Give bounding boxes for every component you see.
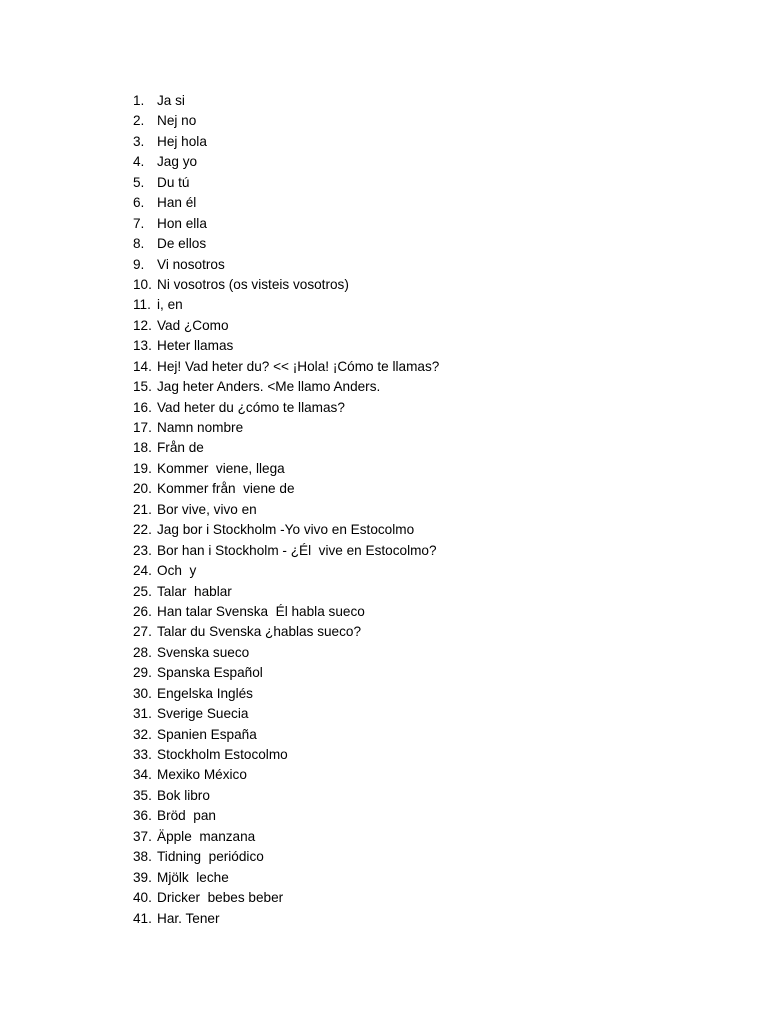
list-item	[133, 152, 439, 172]
list-item	[133, 398, 439, 418]
list-item-text: Stockholm Estocolmo	[157, 747, 288, 762]
list-item-text: Vi nosotros	[157, 256, 225, 272]
list-item-number: 34.	[133, 767, 152, 783]
list-item	[133, 479, 439, 499]
list-item-number: 36.	[133, 808, 152, 824]
list-item-text: Han talar Svenska Él habla sueco	[157, 603, 365, 619]
list-item-number: 8.	[133, 236, 145, 252]
list-item-text: Namn nombre	[157, 420, 244, 435]
list-item-number: 6.	[133, 195, 145, 211]
list-item-number: 40.	[133, 890, 152, 906]
list-item-text: Från de	[157, 440, 204, 456]
list-item-number: 28.	[133, 644, 152, 660]
list-item-text: Ni vosotros (os visteis vosotros)	[157, 276, 349, 292]
list-item	[133, 295, 439, 315]
list-item-text: Kommer viene, llega	[157, 460, 285, 476]
list-item-number: 24.	[133, 563, 152, 579]
list-item	[133, 765, 439, 785]
list-item	[133, 255, 439, 275]
list-item-text: Jag yo	[157, 154, 198, 170]
list-item	[133, 602, 439, 622]
vocabulary-list	[133, 91, 439, 929]
list-item-number: 22.	[133, 522, 152, 538]
list-item-text: Kommer från viene de	[157, 481, 295, 497]
list-item	[133, 868, 439, 888]
list-item-text: Och y	[157, 563, 197, 579]
list-item	[133, 909, 439, 929]
list-item-text: Bok libro	[157, 787, 210, 803]
list-item	[133, 438, 439, 458]
list-item-number: 2.	[133, 113, 145, 129]
list-item-number: 11.	[133, 297, 151, 313]
list-item-text: Mjölk leche	[157, 869, 229, 885]
list-item-number: 41.	[133, 910, 152, 926]
list-item-text: Jag bor i Stockholm -Yo vivo en Estocolmo	[157, 522, 415, 538]
list-item	[133, 193, 439, 213]
list-item-number: 5.	[133, 174, 145, 190]
list-item	[133, 316, 439, 336]
list-item	[133, 275, 439, 295]
list-item-text: Hon ella	[157, 215, 207, 231]
list-item-text: Bröd pan	[157, 808, 216, 824]
list-item-text: Har. Tener	[157, 910, 220, 926]
list-item	[133, 541, 439, 561]
list-item-text: Talar hablar	[157, 583, 232, 599]
list-item-number: 30.	[133, 685, 152, 701]
list-item	[133, 459, 439, 479]
list-item-number: 31.	[133, 706, 152, 722]
list-item-text: Heter llamas	[157, 338, 234, 354]
list-item-number: 23.	[133, 542, 152, 558]
list-item	[133, 500, 439, 520]
list-item-number: 3.	[133, 133, 145, 149]
list-item-text: Du tú	[157, 174, 190, 190]
list-item-text: Svenska sueco	[157, 644, 250, 660]
list-item-text: Talar du Svenska ¿hablas sueco?	[157, 624, 362, 640]
list-item-number: 25.	[133, 583, 152, 599]
list-item-text: Sverige Suecia	[157, 706, 249, 722]
list-item-number: 14.	[133, 358, 152, 374]
list-item-text: Han él	[157, 195, 197, 211]
list-item-number: 17.	[133, 420, 152, 435]
list-item	[133, 561, 439, 581]
list-item-number: 7.	[133, 215, 145, 231]
list-item-text: De ellos	[157, 236, 207, 252]
list-item-text: Äpple manzana	[157, 828, 256, 844]
list-item	[133, 377, 439, 397]
list-item	[133, 582, 439, 602]
list-item	[133, 745, 439, 765]
list-item	[133, 725, 439, 745]
list-item-number: 38.	[133, 849, 152, 865]
list-item-text: Mexiko México	[157, 767, 247, 783]
list-item-text: Bor vive, vivo en	[157, 501, 257, 517]
list-item-number: 1.	[133, 93, 145, 108]
list-item	[133, 357, 439, 377]
list-item-text: Nej no	[157, 113, 197, 129]
list-item-number: 15.	[133, 379, 152, 395]
list-item-number: 19.	[133, 460, 152, 476]
list-item	[133, 704, 439, 724]
list-item-number: 39.	[133, 869, 152, 885]
list-item-number: 13.	[133, 338, 152, 354]
list-item-text: Ja si	[157, 93, 185, 108]
list-item-number: 37.	[133, 828, 152, 844]
list-item	[133, 786, 439, 806]
list-item-text: Dricker bebes beber	[157, 890, 284, 906]
list-item	[133, 520, 439, 540]
list-item-number: 26.	[133, 603, 152, 619]
list-item-number: 32.	[133, 726, 152, 742]
list-item-number: 16.	[133, 399, 152, 415]
list-item	[133, 847, 439, 867]
list-item	[133, 806, 439, 826]
list-item-number: 10.	[133, 276, 152, 292]
list-item-text: Hej hola	[157, 133, 207, 149]
list-item	[133, 643, 439, 663]
list-item-text: Tidning periódico	[157, 849, 264, 865]
list-item	[133, 622, 439, 642]
list-item	[133, 336, 439, 356]
list-item-text: Engelska Inglés	[157, 685, 253, 701]
list-item-number: 21.	[133, 501, 152, 517]
list-item-number: 20.	[133, 481, 152, 497]
list-item-text: Jag heter Anders. <Me llamo Anders.	[157, 379, 381, 395]
list-item-number: 18.	[133, 440, 152, 456]
list-item-text: Hej! Vad heter du? << ¡Hola! ¡Cómo te llamas?	[157, 358, 440, 374]
list-item-number: 12.	[133, 317, 152, 333]
list-item	[133, 91, 439, 111]
list-item-text: Vad heter du ¿cómo te llamas?	[157, 399, 345, 415]
list-item-text: Spanien España	[157, 726, 257, 742]
list-item-number: 29.	[133, 665, 152, 681]
list-item	[133, 888, 439, 908]
list-item	[133, 173, 439, 193]
list-item-text: i, en	[157, 297, 183, 313]
list-item	[133, 234, 439, 254]
list-item-text: Bor han i Stockholm - ¿Él vive en Estocolmo?	[157, 542, 437, 558]
list-item	[133, 827, 439, 847]
list-item-number: 9.	[133, 256, 145, 272]
list-item-number: 4.	[133, 154, 145, 170]
list-item	[133, 132, 439, 152]
list-item-number: 27.	[133, 624, 152, 640]
list-item-number: 33.	[133, 747, 152, 762]
list-item	[133, 663, 439, 683]
list-item-text: Vad ¿Como	[157, 317, 229, 333]
list-item	[133, 418, 439, 438]
list-item	[133, 684, 439, 704]
list-item	[133, 111, 439, 131]
list-item	[133, 214, 439, 234]
list-item-text: Spanska Español	[157, 665, 263, 681]
list-item-number: 35.	[133, 787, 152, 803]
